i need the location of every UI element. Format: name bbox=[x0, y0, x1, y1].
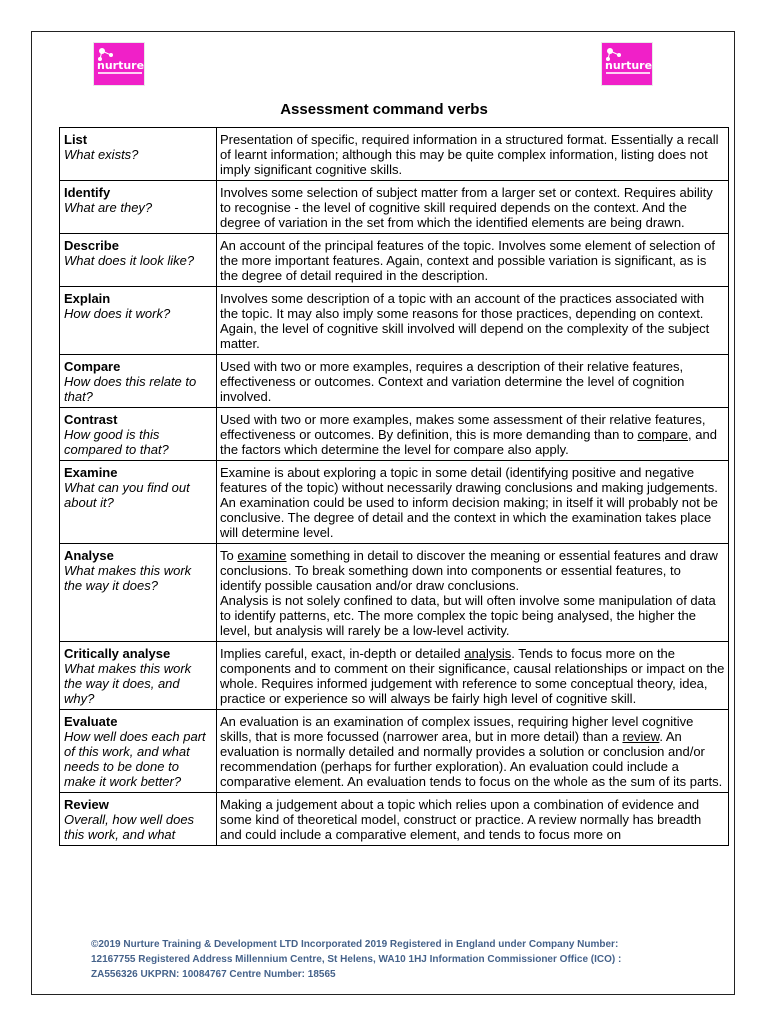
term-question: How good is this compared to that? bbox=[64, 427, 169, 457]
logo-text: nurture bbox=[97, 59, 145, 72]
table-row bbox=[60, 544, 729, 642]
page-title: Assessment command verbs bbox=[280, 101, 488, 118]
term-question: How does this relate to that? bbox=[64, 374, 197, 404]
term-cell bbox=[60, 128, 217, 181]
description-text: An account of the principal features of the topic. Involves some element of selection of the more important features. Again, context and possible variation is significant, as is the degree of detail required in the description. bbox=[220, 238, 716, 283]
term-cell bbox=[60, 408, 217, 461]
description-cell bbox=[217, 181, 729, 234]
description-cell bbox=[217, 128, 729, 181]
description-cell bbox=[217, 710, 729, 793]
description-text: . Tends to focus more on the components and to comment on their significance, causal relationships or impact on the whole. Requires informed judgement with reference to some conceptual theory, idea, practice or experience so will always be fairly high level of cognitive skill. bbox=[220, 646, 725, 706]
table-row bbox=[60, 181, 729, 234]
term-question: What does it look like? bbox=[64, 253, 195, 268]
logo-text: nurture bbox=[605, 59, 653, 72]
term-name: Contrast bbox=[64, 412, 118, 427]
term-name: Describe bbox=[64, 238, 119, 253]
description-text: . An evaluation is normally detailed and normally provides a solution or conclusion and/or recommendation (perhaps for further exploration). An evaluation could include a comparative element. An evaluation tends to focus on the whole as the sum of its parts. bbox=[220, 729, 723, 789]
term-name: Review bbox=[64, 797, 109, 812]
term-cell bbox=[60, 234, 217, 287]
table-row bbox=[60, 128, 729, 181]
table-row bbox=[60, 642, 729, 710]
term-question: Overall, how well does this work, and what bbox=[64, 812, 195, 842]
table-row bbox=[60, 287, 729, 355]
description-text: Presentation of specific, required information in a structured format. Essentially a recall of learnt information; although this may be quite complex information, listing does not imply significant cognitive skills. bbox=[220, 132, 719, 177]
term-question: What makes this work the way it does? bbox=[64, 563, 192, 593]
term-question: How does it work? bbox=[64, 306, 171, 321]
term-cell bbox=[60, 544, 217, 642]
term-name: Compare bbox=[64, 359, 121, 374]
description-cell bbox=[217, 793, 729, 846]
term-cell bbox=[60, 181, 217, 234]
table-row bbox=[60, 710, 729, 793]
description-text: Used with two or more examples, requires a description of their relative features, effectiveness or outcomes. Context and variation determine the level of cognition involved. bbox=[220, 359, 685, 404]
term-question: How well does each part of this work, and what needs to be done to make it work better? bbox=[64, 729, 206, 789]
nurture-logo-right bbox=[601, 42, 653, 86]
description-cell bbox=[217, 544, 729, 642]
logo-tagline bbox=[98, 72, 142, 74]
logo-tagline bbox=[606, 72, 650, 74]
review-link[interactable]: review bbox=[622, 729, 660, 744]
compare-link[interactable]: compare bbox=[637, 427, 689, 442]
term-cell bbox=[60, 793, 217, 846]
analysis-link[interactable]: analysis bbox=[464, 646, 512, 661]
description-text: Analysis is not solely confined to data, but will often involve some manipulation of data to identify patterns, etc. The more complex the topic being analysed, the higher the level, but analysis will rarely be a low-level activity. bbox=[220, 593, 716, 638]
term-question: What are they? bbox=[64, 200, 153, 215]
description-text: Used with two or more examples, makes some assessment of their relative features, effectiveness or outcomes. By definition, this is more demanding than to bbox=[220, 412, 706, 442]
term-name: Analyse bbox=[64, 548, 114, 563]
nurture-logo-left bbox=[93, 42, 145, 86]
term-cell bbox=[60, 642, 217, 710]
description-text: Examine is about exploring a topic in some detail (identifying positive and negative features of the topic) without necessarily drawing conclusions and making judgements. An examination could be used to inform decision making; in itself it will probably not be conclusive. The degree of detail and the context in which the examination takes place will determine level. bbox=[220, 465, 718, 540]
term-question: What exists? bbox=[64, 147, 139, 162]
description-text: An evaluation is an examination of complex issues, requiring higher level cognitive skills, that is more focussed (narrower area, but in more detail) than a bbox=[220, 714, 694, 744]
examine-link[interactable]: examine bbox=[237, 548, 287, 563]
footer-line: ZA556326 UKPRN: 10084767 Centre Number: 18565 bbox=[91, 969, 336, 980]
term-cell bbox=[60, 355, 217, 408]
term-name: Identify bbox=[64, 185, 111, 200]
table-row bbox=[60, 355, 729, 408]
term-cell bbox=[60, 287, 217, 355]
table-row bbox=[60, 793, 729, 846]
term-question: What can you find out about it? bbox=[64, 480, 190, 510]
description-text: something in detail to discover the meaning or essential features and draw conclusions. To break something down into components or essential features, to identify possible causation and/or draw conclusions. bbox=[220, 548, 718, 593]
term-question: What makes this work the way it does, and why? bbox=[64, 661, 192, 706]
description-text: To bbox=[220, 548, 238, 563]
description-cell bbox=[217, 355, 729, 408]
table-row bbox=[60, 408, 729, 461]
footer-line: 12167755 Registered Address Millennium Centre, St Helens, WA10 1HJ Information Commissioner Office (ICO) : bbox=[91, 954, 622, 965]
description-cell bbox=[217, 461, 729, 544]
term-cell bbox=[60, 710, 217, 793]
footer bbox=[91, 937, 711, 982]
description-text: Involves some description of a topic with an account of the practices associated with the topic. It may also imply some reasons for those practices, depending on context. Again, the level of cognitive skill involved will depend on the complexity of the subject matter. bbox=[220, 291, 710, 351]
description-cell bbox=[217, 234, 729, 287]
term-name: Examine bbox=[64, 465, 118, 480]
description-cell bbox=[217, 642, 729, 710]
description-cell bbox=[217, 408, 729, 461]
description-text: , and the factors which determine the level for compare also apply. bbox=[220, 427, 717, 457]
table-row bbox=[60, 461, 729, 544]
description-cell bbox=[217, 287, 729, 355]
table-row bbox=[60, 234, 729, 287]
description-text: Implies careful, exact, in-depth or detailed bbox=[220, 646, 465, 661]
term-name: Critically analyse bbox=[64, 646, 171, 661]
description-text: Involves some selection of subject matter from a larger set or context. Requires ability to recognise - the level of cognitive skill required depends on the context. And the degree of variation in the set from which the identified elements are being drawn. bbox=[220, 185, 713, 230]
term-name: List bbox=[64, 132, 88, 147]
term-name: Explain bbox=[64, 291, 111, 306]
command-verbs-table bbox=[59, 127, 729, 846]
term-cell bbox=[60, 461, 217, 544]
description-text: Making a judgement about a topic which relies upon a combination of evidence and some kind of theoretical model, construct or practice. A review normally has breadth and could include a comparative element, and tends to focus more on bbox=[220, 797, 702, 842]
term-name: Evaluate bbox=[64, 714, 118, 729]
footer-line: ©2019 Nurture Training & Development LTD Incorporated 2019 Registered in England under Company Number: bbox=[91, 939, 619, 950]
